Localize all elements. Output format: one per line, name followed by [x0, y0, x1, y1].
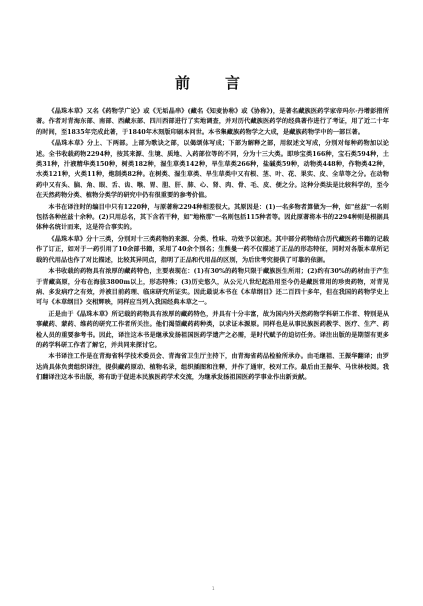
paragraph: 本书译注工作是在青海省科学技术委员会、青海省卫生厅主持下，由青海省药品检验所承办。由毛继祖、王振华翻译；由罗达尚具体负责组织译注，提供藏药原动、植物名录，组织插图和注释，并作了通审，校对工作。最后由王振华、马世林校阅。我们翻译注这本书出版，将有助于促进本民族医药学术交流，为继承发扬祖国医药学事业作出新贡献。 [36, 353, 389, 382]
paragraph: 《晶珠本草》分十三类，分别对十三类药物的来源、分类、性味、功效予以叙述。其中部分药物结合历代藏医药书籍的记载作了订正，如对于一药引用了10余部书籍，采用了40余个别名；生熊曼一药不仅描述了正品的形态特征，同时对各版本草所记载的代用品也作了对比描述，比较其异同点，指明了正品和代用品的区别，为后世考究提供了可靠的依据。 [36, 235, 389, 264]
page-title: 前 言 [174, 74, 250, 92]
page-mark: 1 [212, 586, 215, 591]
paragraph: 《晶珠本草》又名《药物学广论》或《无垢晶串》(藏名《知麦协称》或《协称》)，是著名藏族医药学家帝玛尔·丹增彭措所著。作者对青海东部、南部、西藏东部、四川西部进行了实地调查，并对历代藏族医药学的经典著作进行了考证，用了近二十年的时间，至1835年完成此著，于1840年木刻版印刷本问世。本书集藏族药物学之大成，是藏族药物学中的一部巨著。 [36, 108, 389, 136]
paragraph: 正是由于《晶珠本草》所记载的药物具有浓厚的藏药特色，并具有十分丰富，故为国内外天然药物学科研工作者、特别是从事藏药、蒙药、维药的研究工作者所关注。他们渴望藏药药种类，以求证本源原。同样也是从事民族医药教学、医疗、生产、药检人员的重要参考书。因此，译注这本书是继承发扬祖国医药学遗产之必需，是时代赋予的迫切任务。译注出版的是期望有更多的药学科研工作者了解它，并共同来探讨它。 [36, 310, 389, 349]
paragraph: 《晶珠本草》分上、下两部。上部为歌诀之部，以偈颂体写成；下部为解释之部，用叙述文写成，分别对每种药物加以论述。全书收载药物2294种，按其来源、生境、质地、入药部位等的不同，分为十三大类。即珍宝类166种，宝石类594种，土类31种，汁液精华类150种，树类182种，湿生草类142种，旱生草类266种，盐碱类59种，动物类448种，作物类42种，水类121种，火类11种，炮制类82种。在树类、湿生草类、旱生草类中又有根、茎、叶、花、果实、皮、全草等之分。在动物药中又有头、脑、角、眼、舌、齿、喉、胃、胆、肝、肺、心、肾、肉、骨、毛、皮、便之分。这种分类法是比较科学的，至今在天然药物分类、植物分类学的研究中仍有很重要的参考价值。 [36, 140, 389, 200]
paragraph: 本书在译注时的编目中只有1220种，与原著称2294种相差很大。其原因是：(1)一名多物者算做为一种，如"丝兹"一名则包括各种丝兹十余种。(2)只用总名，其下含若干种，如"地格那"一名则包括115种者等。因此原著将本书的2294种则是根据具体种名统计而来，这是符合事实的。 [36, 203, 389, 232]
paragraph: 本书收载的药物具有浓厚的藏药特色，主要表现在：(1)有30%的药物只限于藏族医生所用；(2)约有30%的药材由于产生于青藏高原，分布在海拔3800m以上，形态特殊；(3)历史悠久，从公元八世纪起沿用至今仍是藏医常用的珍贵药物，对青见病、多发病疗之有效，并被目前药理、临床研究所证实。因此最说本书在《本草纲目》还二百四十多年，但在我国的药物学史上可与《本草纲目》交相辉映，同样应当列入我国经典本草之一。 [36, 268, 389, 307]
